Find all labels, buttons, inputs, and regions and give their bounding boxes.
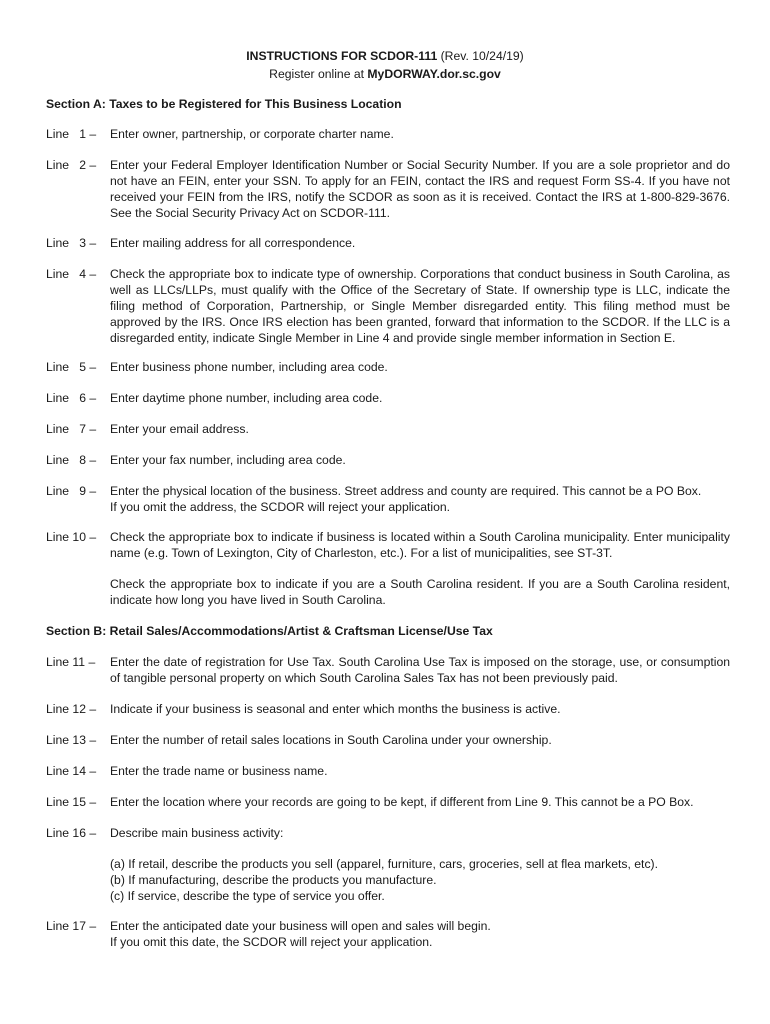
line-text: Enter owner, partnership, or corporate charter name. — [110, 127, 394, 141]
line-text: Enter the number of retail sales locations in South Carolina under your ownership. — [110, 733, 552, 747]
line-text: Check the appropriate box to indicate type of ownership. Corporations that conduct business in South Carolina, as well as LLCs/LLPs, must qualify with the Office of the Secretary of State. If ownership type is LLC, indicate the filing method of Corporation, Partnership, or Single Member disregarded entity. This filing method must be approved by the IRS. Once IRS election has been granted, forward that information to the SCDOR. If the LLC is a disregarded entity, indicate Single Member in Line 4 and provide single member information in Section E. — [110, 267, 730, 345]
line-text-continued: If you omit this date, the SCDOR will reject your application. — [110, 935, 433, 949]
line-label: Line 9 – — [46, 484, 97, 498]
line-text: Enter your email address. — [110, 422, 249, 436]
line-text: Enter the anticipated date your business will open and sales will begin. — [110, 919, 491, 933]
line-label: Line 15 – — [46, 795, 97, 809]
register-website: MyDORWAY.dor.sc.gov — [367, 67, 501, 81]
line-text: Enter daytime phone number, including area code. — [110, 391, 383, 405]
line-16 — [46, 825, 730, 841]
line-9 — [46, 483, 730, 515]
line-16-subitems — [46, 856, 730, 904]
subitem-retail: (a) If retail, describe the products you sell (apparel, furniture, cars, groceries, sell at flea markets, etc). — [110, 857, 658, 871]
line-label: Line 8 – — [46, 453, 97, 467]
line-label: Line 2 – — [46, 158, 97, 172]
document-title: INSTRUCTIONS FOR SCDOR-111 — [246, 49, 438, 63]
register-prefix: Register online at — [269, 67, 368, 81]
line-label: Line 4 – — [46, 267, 97, 281]
line-text: Enter the date of registration for Use Tax. South Carolina Use Tax is imposed on the storage, use, or consumption of tangible personal property on which South Carolina Sales Tax has not been previously paid. — [110, 655, 730, 685]
line-15 — [46, 794, 730, 810]
revision-date: (Rev. 10/24/19) — [440, 49, 524, 63]
line-2 — [46, 157, 730, 221]
subitem-service: (c) If service, describe the type of service you offer. — [110, 889, 385, 903]
line-11 — [46, 654, 730, 686]
line-12 — [46, 701, 730, 717]
line-text: Enter your Federal Employer Identification Number or Social Security Number. If you are a sole proprietor and do not have an FEIN, enter your SSN. To apply for an FEIN, contact the IRS and request Form SS-4. If you have not received your FEIN from the IRS, notify the SCDOR as soon as it is received. Contact the IRS at 1-800-829-3676. See the Social Security Privacy Act on SCDOR-111. — [110, 158, 730, 220]
line-label: Line 7 – — [46, 422, 97, 436]
line-10 — [46, 529, 730, 561]
line-6 — [46, 390, 730, 406]
line-17 — [46, 918, 730, 950]
line-label: Line 6 – — [46, 391, 97, 405]
line-text: Indicate if your business is seasonal and enter which months the business is active. — [110, 702, 561, 716]
line-text: Describe main business activity: — [110, 826, 284, 840]
subitem-manufacturing: (b) If manufacturing, describe the products you manufacture. — [110, 873, 437, 887]
line-label: Line 17 – — [46, 919, 97, 933]
line-label: Line 1 – — [46, 127, 97, 141]
line-text: Enter business phone number, including area code. — [110, 360, 388, 374]
line-label: Line 14 – — [46, 764, 97, 778]
line-text-continued: If you omit the address, the SCDOR will reject your application. — [110, 500, 451, 514]
section-a-title: Section A: Taxes to be Registered for This Business Location — [46, 97, 402, 111]
line-label: Line 16 – — [46, 826, 97, 840]
line-label: Line 3 – — [46, 236, 97, 250]
line-text: Enter your fax number, including area code. — [110, 453, 346, 467]
line-text: Check the appropriate box to indicate if business is located within a South Carolina municipality. Enter municipality name (e.g. Town of Lexington, City of Charleston, etc.). For a list of municipalities, see ST-3T. — [110, 530, 730, 560]
line-7 — [46, 421, 730, 437]
line-text: Enter mailing address for all correspondence. — [110, 236, 356, 250]
line-label: Line 10 – — [46, 530, 97, 544]
line-text: Enter the trade name or business name. — [110, 764, 328, 778]
line-4 — [46, 266, 730, 346]
section-b-title: Section B: Retail Sales/Accommodations/Artist & Craftsman License/Use Tax — [46, 624, 493, 638]
line-14 — [46, 763, 730, 779]
line-10-residency — [46, 576, 730, 608]
line-text: Enter the location where your records are going to be kept, if different from Line 9. This cannot be a PO Box. — [110, 795, 694, 809]
line-8 — [46, 452, 730, 468]
line-13 — [46, 732, 730, 748]
line-label: Line 11 – — [46, 655, 96, 669]
line-5 — [46, 359, 730, 375]
line-text: Enter the physical location of the business. Street address and county are required. This cannot be a PO Box. — [110, 484, 702, 498]
line-label: Line 13 – — [46, 733, 97, 747]
line-label: Line 12 – — [46, 702, 97, 716]
line-1 — [46, 126, 730, 142]
document-header — [0, 48, 770, 64]
line-text-continued: Check the appropriate box to indicate if you are a South Carolina resident. If you are a South Carolina resident, indicate how long you have lived in South Carolina. — [110, 577, 730, 607]
line-label: Line 5 – — [46, 360, 97, 374]
register-online-line — [0, 66, 770, 82]
line-3 — [46, 235, 730, 251]
